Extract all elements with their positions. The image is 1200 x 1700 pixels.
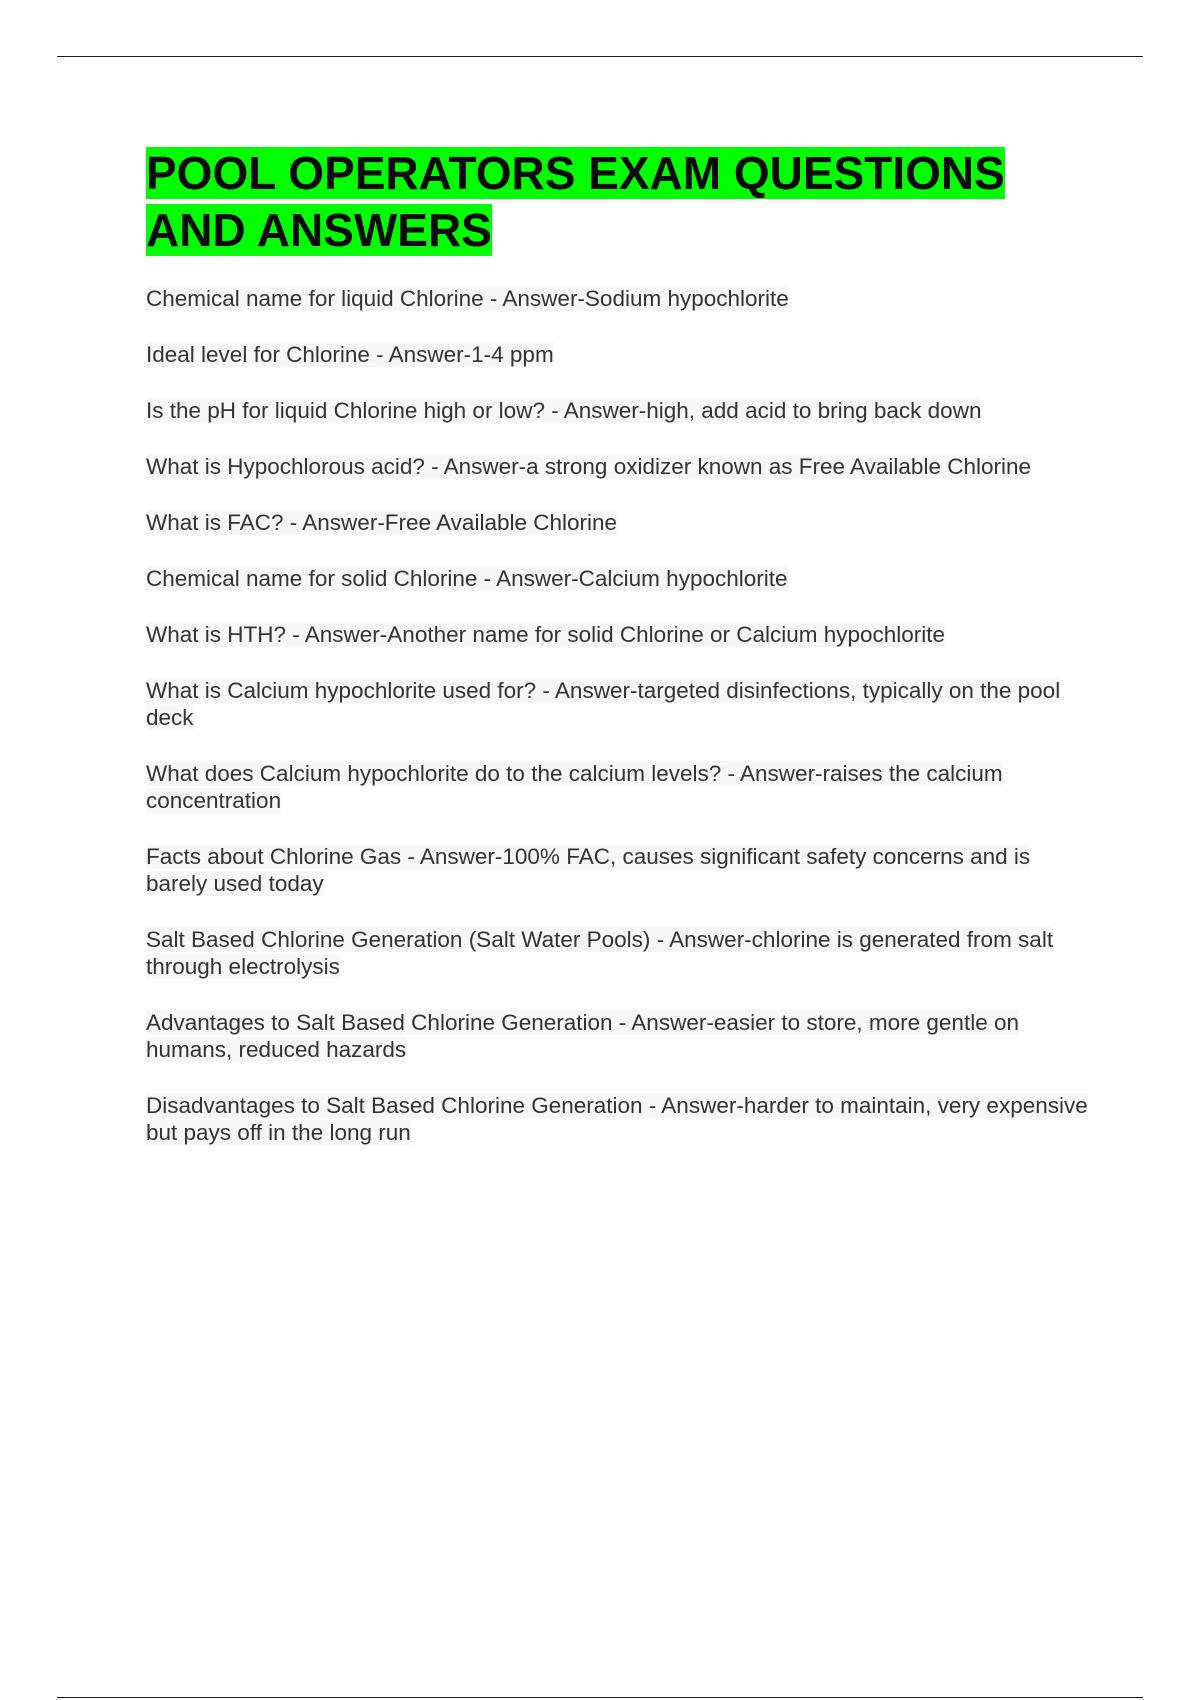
qa-list [146,285,1086,1146]
qa-item: Facts about Chlorine Gas - Answer-100% FAC, causes significant safety concerns and is barely used today [146,844,1031,896]
qa-item: What is FAC? - Answer-Free Available Chlorine [146,510,618,535]
top-rule [57,56,1143,57]
qa-item: What is Calcium hypochlorite used for? - Answer-targeted disinfections, typically on the pool deck [146,678,1061,730]
qa-item: Advantages to Salt Based Chlorine Generation - Answer-easier to store, more gentle on humans, reduced hazards [146,1010,1019,1062]
qa-item: Salt Based Chlorine Generation (Salt Water Pools) - Answer-chlorine is generated from salt through electrolysis [146,927,1054,979]
qa-item: Disadvantages to Salt Based Chlorine Generation - Answer-harder to maintain, very expensive but pays off in the long run [146,1093,1088,1145]
qa-item: What is HTH? - Answer-Another name for solid Chlorine or Calcium hypochlorite [146,622,946,647]
bottom-rule [57,1697,1143,1698]
qa-item: What does Calcium hypochlorite do to the calcium levels? - Answer-raises the calcium concentration [146,761,1003,813]
qa-item: What is Hypochlorous acid? - Answer-a strong oxidizer known as Free Available Chlorine [146,454,1032,479]
document-body [146,145,1086,1175]
qa-item: Ideal level for Chlorine - Answer-1-4 ppm [146,342,554,367]
qa-item: Is the pH for liquid Chlorine high or low? - Answer-high, add acid to bring back down [146,398,982,423]
qa-item: Chemical name for solid Chlorine - Answer-Calcium hypochlorite [146,566,788,591]
qa-item: Chemical name for liquid Chlorine - Answer-Sodium hypochlorite [146,286,789,311]
document-title [146,145,1066,259]
title-highlight: POOL OPERATORS EXAM QUESTIONS AND ANSWERS [146,147,1005,256]
